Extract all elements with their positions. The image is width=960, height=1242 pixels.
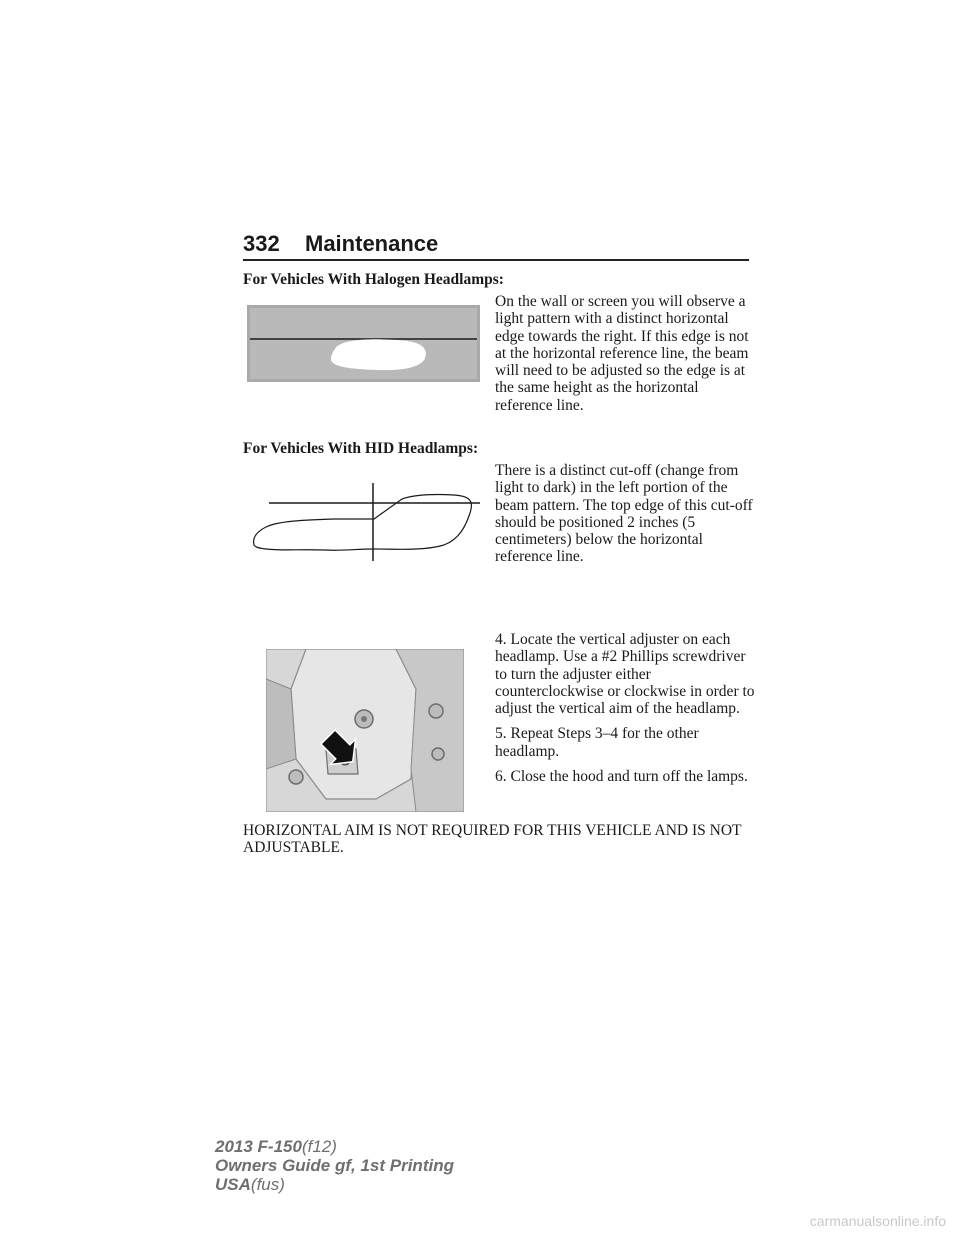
step-4: 4. Locate the vertical adjuster on each headlamp. Use a #2 Phillips screwdriver to turn the adjuster either counterclockwise or clockwise in order to adjust the vertical aim of the headlamp. xyxy=(495,631,755,718)
footer-market: USA xyxy=(215,1175,251,1194)
halogen-heading: For Vehicles With Halogen Headlamps: xyxy=(243,271,504,288)
headlamp-adjuster-figure xyxy=(266,649,464,812)
footer-model-code: (f12) xyxy=(301,1137,337,1156)
mounting-bolt xyxy=(289,770,303,784)
step-6: 6. Close the hood and turn off the lamps. xyxy=(495,768,748,786)
watermark: carmanualsonline.info xyxy=(809,1213,946,1229)
horizontal-aim-notice: HORIZONTAL AIM IS NOT REQUIRED FOR THIS VEHICLE AND IS NOT ADJUSTABLE. xyxy=(243,822,742,857)
hid-beam-figure xyxy=(244,475,484,595)
document-footer xyxy=(215,1137,454,1194)
header-rule xyxy=(243,259,749,261)
step-5: 5. Repeat Steps 3–4 for the other headlamp. xyxy=(495,725,699,760)
footer-model: 2013 F-150 xyxy=(215,1137,302,1156)
mounting-bolt xyxy=(429,704,443,718)
footer-market-code: (fus) xyxy=(250,1175,285,1194)
halogen-description: On the wall or screen you will observe a light pattern with a distinct horizontal edge towards the right. If this edge is not at the horizontal reference line, the beam will need to be adjusted so the edge is at the same height as the horizontal reference line. xyxy=(495,293,749,414)
hid-description: There is a distinct cut-off (change from light to dark) in the left portion of the beam pattern. The top edge of this cut-off should be positioned 2 inches (5 centimeters) below the horizontal reference line. xyxy=(495,462,753,566)
hid-heading: For Vehicles With HID Headlamps: xyxy=(243,440,479,457)
footer-edition: Owners Guide gf, 1st Printing xyxy=(215,1156,454,1175)
page-number: 332 xyxy=(243,231,280,256)
headlamp-housing xyxy=(291,649,416,799)
section-title: Maintenance xyxy=(305,231,439,256)
steps-list xyxy=(495,631,757,793)
halogen-beam-figure xyxy=(247,305,480,382)
page-header xyxy=(243,228,749,262)
halogen-light-pattern xyxy=(331,339,426,370)
mounting-bolt xyxy=(432,748,444,760)
